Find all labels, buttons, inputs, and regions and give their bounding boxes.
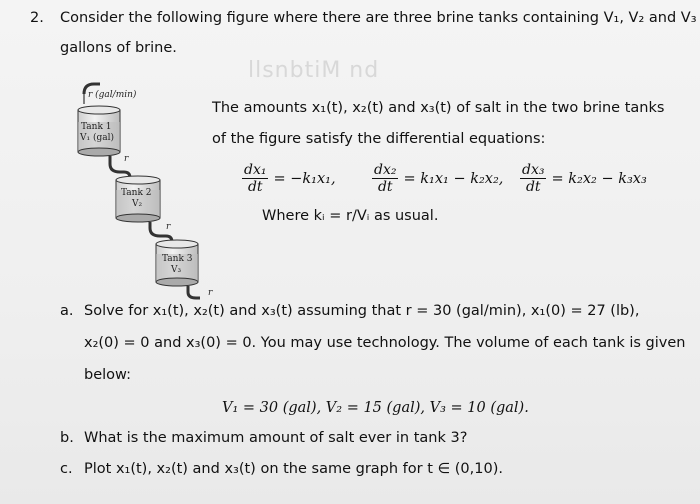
tank3-name: Tank 3 — [162, 254, 193, 264]
eq3-numerator: dx₃ — [522, 162, 545, 178]
eq3-rhs: = k₂x₂ − k₃x₃ — [551, 170, 647, 187]
part-a-line3: below: — [84, 367, 131, 383]
tank1-volume: V₁ (gal) — [80, 133, 114, 143]
equation-3 — [518, 162, 647, 195]
eq1-rhs: = −k₁x₁, — [273, 170, 336, 187]
part-a-line1: Solve for x₁(t), x₂(t) and x₃(t) assuming that r = 30 (gal/min), x₁(0) = 27 (lb), — [84, 303, 640, 319]
part-a-line2: x₂(0) = 0 and x₃(0) = 0. You may use technology. The volume of each tank is given — [84, 335, 686, 351]
flow-rate-label: r (gal/min) — [88, 90, 137, 100]
part-c-text: Plot x₁(t), x₂(t) and x₃(t) on the same graph for t ∈ (0,10). — [84, 461, 503, 477]
problem-number: 2. — [30, 10, 44, 26]
problem-intro-line1: Consider the following figure where there are three brine tanks containing V₁, V₂ and V₃ — [60, 10, 697, 26]
outflow-pipe — [188, 286, 200, 298]
tank-volumes: V₁ = 30 (gal), V₂ = 15 (gal), V₃ = 10 (gal). — [222, 400, 529, 416]
flow-r-1: r — [124, 154, 129, 164]
part-b-text: What is the maximum amount of salt ever in tank 3? — [84, 430, 468, 446]
equation-1 — [240, 162, 336, 195]
eq1-numerator: dx₁ — [244, 162, 267, 178]
eq2-rhs: = k₁x₁ − k₂x₂, — [403, 170, 504, 187]
tank3-volume: V₃ — [171, 265, 182, 275]
tank1-name: Tank 1 — [81, 122, 112, 132]
eq1-denominator: dt — [247, 179, 263, 195]
watermark: llsnbtiM nd — [248, 58, 380, 83]
equation-2 — [370, 162, 503, 195]
eq3-denominator: dt — [525, 179, 541, 195]
eq2-denominator: dt — [377, 179, 393, 195]
flow-r-3: r — [208, 288, 213, 298]
part-b-label: b. — [60, 430, 74, 446]
description-line2: of the figure satisfy the differential equations: — [212, 131, 546, 147]
problem-intro-line2: gallons of brine. — [60, 40, 177, 56]
part-c-label: c. — [60, 461, 73, 477]
where-clause: Where kᵢ = r/Vᵢ as usual. — [262, 208, 439, 224]
tank2-volume: V₂ — [132, 199, 143, 209]
description-line1: The amounts x₁(t), x₂(t) and x₃(t) of salt in the two brine tanks — [212, 100, 665, 116]
flow-r-2: r — [166, 222, 171, 232]
eq2-numerator: dx₂ — [374, 162, 397, 178]
part-a-label: a. — [60, 303, 74, 319]
tank2-name: Tank 2 — [121, 188, 152, 198]
